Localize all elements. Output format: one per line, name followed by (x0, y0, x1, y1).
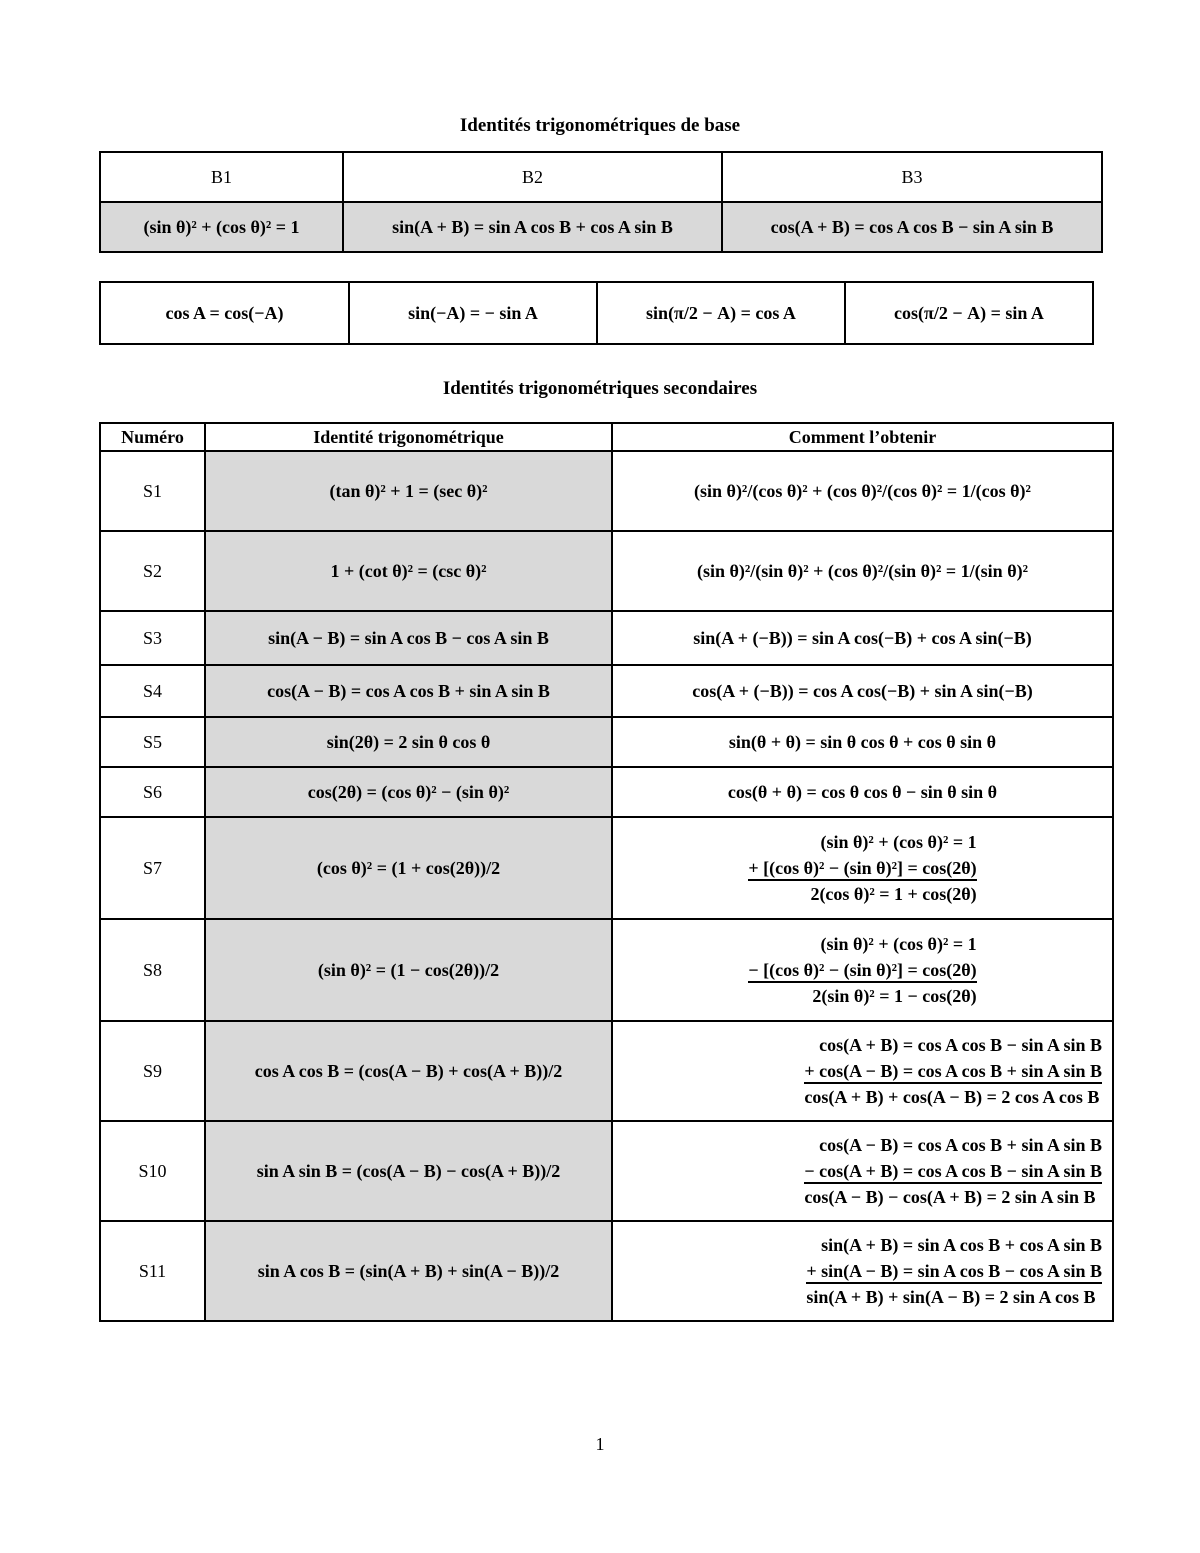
row-number: S7 (100, 817, 205, 919)
derivation-cell: cos(A + (−B)) = cos A cos(−B) + sin A sin(−B) (612, 665, 1113, 717)
table-row (100, 717, 1113, 767)
row-number: S2 (100, 531, 205, 611)
derivation-line: + sin(A − B) = sin A cos B − cos A sin B (806, 1261, 1102, 1284)
header-identity: Identité trigonométrique (205, 423, 612, 451)
table-row (100, 1121, 1113, 1221)
formula-b3: cos(A + B) = cos A cos B − sin A sin B (722, 202, 1102, 252)
derivation-line: + [(cos θ)² − (sin θ)²] = cos(2θ) (748, 858, 976, 881)
derivation-line: + cos(A − B) = cos A cos B + sin A sin B (804, 1061, 1102, 1084)
identity-cell: (tan θ)² + 1 = (sec θ)² (205, 451, 612, 531)
derivation-line: cos(A − B) − cos(A + B) = 2 sin A sin B (804, 1187, 1096, 1207)
parity-sin: sin(−A) = − sin A (349, 282, 597, 344)
row-number: S9 (100, 1021, 205, 1121)
identity-cell: (cos θ)² = (1 + cos(2θ))/2 (205, 817, 612, 919)
cofunction-cos: cos(π/2 − A) = sin A (845, 282, 1093, 344)
derivation-line: sin(A + B) = sin A cos B + cos A sin B (821, 1235, 1102, 1255)
derivation-cell: (sin θ)²/(cos θ)² + (cos θ)²/(cos θ)² = 1/(cos θ)² (612, 451, 1113, 531)
derivation-cell: sin(A + (−B)) = sin A cos(−B) + cos A sin(−B) (612, 611, 1113, 665)
row-number: S11 (100, 1221, 205, 1321)
row-number: S4 (100, 665, 205, 717)
identity-cell: sin(A − B) = sin A cos B − cos A sin B (205, 611, 612, 665)
derivation-line: − [(cos θ)² − (sin θ)²] = cos(2θ) (748, 960, 976, 983)
table-row (100, 767, 1113, 817)
identity-cell: (sin θ)² = (1 − cos(2θ))/2 (205, 919, 612, 1021)
formula-b2: sin(A + B) = sin A cos B + cos A sin B (343, 202, 722, 252)
header-number: Numéro (100, 423, 205, 451)
derivation-line: cos(A + B) = cos A cos B − sin A sin B (819, 1035, 1102, 1055)
table-row (100, 531, 1113, 611)
derivation-cell (612, 1021, 1113, 1121)
derivation-line: 2(cos θ)² = 1 + cos(2θ) (810, 884, 977, 904)
parity-cos: cos A = cos(−A) (100, 282, 349, 344)
derivation-cell (612, 919, 1113, 1021)
derivation-cell: cos(θ + θ) = cos θ cos θ − sin θ sin θ (612, 767, 1113, 817)
table-row (100, 451, 1113, 531)
derivation-cell (612, 1221, 1113, 1321)
table-row (100, 1221, 1113, 1321)
row-number: S5 (100, 717, 205, 767)
base-identities-table (99, 151, 1103, 253)
header-how-to-obtain: Comment l’obtenir (612, 423, 1113, 451)
derivation-line: sin(A + B) + sin(A − B) = 2 sin A cos B (806, 1287, 1096, 1307)
base-identities-title: Identités trigonométriques de base (459, 115, 741, 136)
table-row (100, 1021, 1113, 1121)
table-row (100, 817, 1113, 919)
identity-cell: sin A sin B = (cos(A − B) − cos(A + B))/2 (205, 1121, 612, 1221)
row-number: S3 (100, 611, 205, 665)
derivation-cell (612, 1121, 1113, 1221)
identity-cell: 1 + (cot θ)² = (csc θ)² (205, 531, 612, 611)
page-number: 1 (595, 1434, 605, 1454)
row-number: S10 (100, 1121, 205, 1221)
table-row (100, 665, 1113, 717)
header-b3: B3 (722, 152, 1102, 202)
secondary-identities-title: Identités trigonométriques secondaires (442, 378, 758, 399)
header-b1: B1 (100, 152, 343, 202)
formula-b1: (sin θ)² + (cos θ)² = 1 (100, 202, 343, 252)
derivation-cell: (sin θ)²/(sin θ)² + (cos θ)²/(sin θ)² = 1/(sin θ)² (612, 531, 1113, 611)
derivation-cell (612, 817, 1113, 919)
secondary-identities-table (99, 422, 1114, 1322)
derivation-line: − cos(A + B) = cos A cos B − sin A sin B (804, 1161, 1102, 1184)
header-b2: B2 (343, 152, 722, 202)
row-number: S8 (100, 919, 205, 1021)
table-row (100, 919, 1113, 1021)
row-number: S1 (100, 451, 205, 531)
derivation-line: 2(sin θ)² = 1 − cos(2θ) (812, 986, 977, 1006)
identity-cell: sin(2θ) = 2 sin θ cos θ (205, 717, 612, 767)
identity-cell: cos(2θ) = (cos θ)² − (sin θ)² (205, 767, 612, 817)
derivation-line: (sin θ)² + (cos θ)² = 1 (820, 832, 977, 852)
table-row (100, 611, 1113, 665)
derivation-line: cos(A − B) = cos A cos B + sin A sin B (819, 1135, 1102, 1155)
derivation-line: cos(A + B) + cos(A − B) = 2 cos A cos B (804, 1087, 1100, 1107)
derivation-cell: sin(θ + θ) = sin θ cos θ + cos θ sin θ (612, 717, 1113, 767)
row-number: S6 (100, 767, 205, 817)
cofunction-sin: sin(π/2 − A) = cos A (597, 282, 845, 344)
identity-cell: sin A cos B = (sin(A + B) + sin(A − B))/2 (205, 1221, 612, 1321)
parity-identities-table (99, 281, 1094, 345)
identity-cell: cos A cos B = (cos(A − B) + cos(A + B))/2 (205, 1021, 612, 1121)
identity-cell: cos(A − B) = cos A cos B + sin A sin B (205, 665, 612, 717)
derivation-line: (sin θ)² + (cos θ)² = 1 (820, 934, 977, 954)
